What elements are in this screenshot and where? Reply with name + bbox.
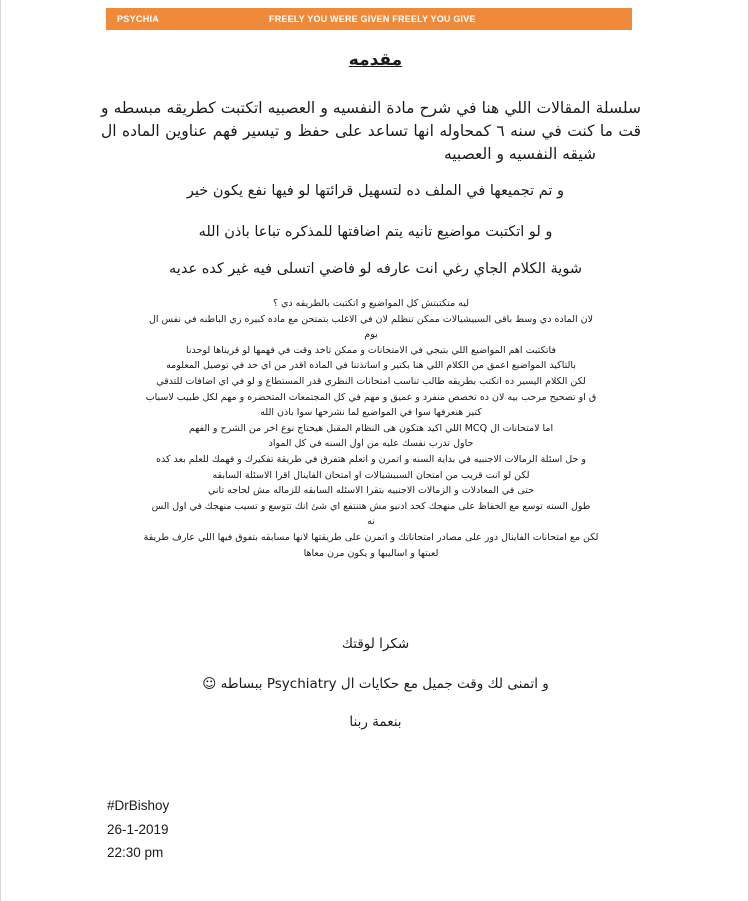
signature-date: 26-1-2019: [107, 822, 169, 837]
explanation-line: حاول تدرب نفسك عليه من اول السنه في كل المواد: [268, 438, 474, 450]
intro-line: قت ما كنت في سنه ٦ كمحاوله انها تساعد على حفظ و تيسير فهم عناوين الماده ال: [101, 122, 641, 140]
closing-grace: بنعمة ربنا: [349, 714, 402, 730]
explanation-line: لكن الكلام اليسير ده اتكتب بطريقه طالب تناسب امتحانات النظري قدر المستطاع و لو في اي اضافات للتدقي: [156, 375, 586, 387]
explanation-line: نه: [367, 516, 375, 528]
explanation-line: لكن مع امتحانات الفاينال دور على مصادر امتحاناتك و اتمرن على طريقتها لانها مسابقه بتفوق فيها اللي عارف طريقة: [143, 531, 599, 543]
intro-line: سلسلة المقالات اللي هنا في شرح مادة النفسيه و العصبيه اتكتبت كطريقه مبسطه و: [101, 99, 641, 117]
paragraph-compilation: و تم تجميعها في الملف ده لتسهيل قرائتها لو فيها نفع يكون خير: [186, 183, 565, 199]
explanation-line: بالتاكيد المواضيع اعمق من الكلام اللي هنا بكتير و اساتذتنا في الماده اقدر من اي حد في توصيل المعلومه: [166, 360, 576, 372]
paragraph-additions: و لو اتكتبت مواضيع تانيه يتم اضافتها للمذكره تباعا باذن الله: [198, 224, 553, 240]
page-title: مقدمه: [348, 50, 403, 70]
closing-thanks: شكرا لوقتك: [341, 636, 410, 652]
intro-line: شيقه النفسيه و العصبيه: [443, 145, 596, 163]
explanation-line: حتى في المعادلات و الزمالات الاجنبيه بتقرا الاسئله السابقه للزماله مش لحاجه تاني: [208, 485, 534, 497]
explanation-line: ليه متكتبتش كل المواضيع و اتكتبت بالطريقه دي ؟: [272, 298, 470, 309]
explanation-line: لكن لو انت قريب من امتحان السبيشيالات او امتحان الفاينال اقرا الاسئلة السابقه: [212, 469, 530, 481]
explanation-line: و حل اسئلة الزمالات الاجنبيه في بداية السنه و اتمرن و اتعلم هتفرق في طريقة تفكيرك و فهمك للعلم بعد كده: [156, 453, 586, 465]
explanation-line: لعبتها و اساليبها و يكون مرن معاها: [303, 547, 439, 559]
explanation-line: ق او تصحيح مرحب بيه لان ده تخصص منفرد و عميق و مهم في كل المجتمعات المتحضره و مهم لكل طبيب لاسباب: [145, 391, 597, 403]
explanation-line: لان الماده دي وسط باقي السبيشيالات ممكن تنظلم لان في الاغلب بتمتحن مع ماده كبيره زي الباطنه في نفس ال: [148, 313, 594, 325]
explanation-block: [101, 296, 641, 561]
explanation-line: كتير هنعرفها سوا في المواضيع لما نشرحها سوا باذن الله: [260, 407, 482, 419]
header-bar: [106, 8, 632, 30]
explanation-line: فاتكتبت اهم المواضيع اللي بتيجي في الامتحانات و ممكن تاخد وقت في فهمها لو قريناها لوحدنا: [186, 344, 556, 356]
paragraph-aside: شوية الكلام الجاي رغي انت عارفه لو فاضي اتسلى فيه غير كده عديه: [169, 261, 582, 277]
explanation-line: اما لامتحانات ال MCQ اللي اكيد هتكون هى النظام المقبل هيحتاج نوع اخر من الشرح و الفهم: [188, 422, 554, 434]
brand-name: PSYCHIA: [117, 14, 160, 24]
closing-wish: و اتمنى لك وقت جميل مع حكايات ال Psychiatry ببساطه ☺: [202, 676, 549, 692]
author-handle: #DrBishoy: [107, 798, 170, 813]
signature-time: 22:30 pm: [107, 845, 164, 860]
intro-paragraph: [101, 97, 641, 166]
explanation-line: يوم: [364, 329, 378, 341]
header-motto: FREELY YOU WERE GIVEN FREELY YOU GIVE: [269, 14, 476, 24]
explanation-line: طول السنه توسع مع الحفاظ على منهجك كحد ادنيو مش هتنتفع اي شئ انك تتوسع و تسيب منهجك في اول الس: [151, 500, 591, 512]
